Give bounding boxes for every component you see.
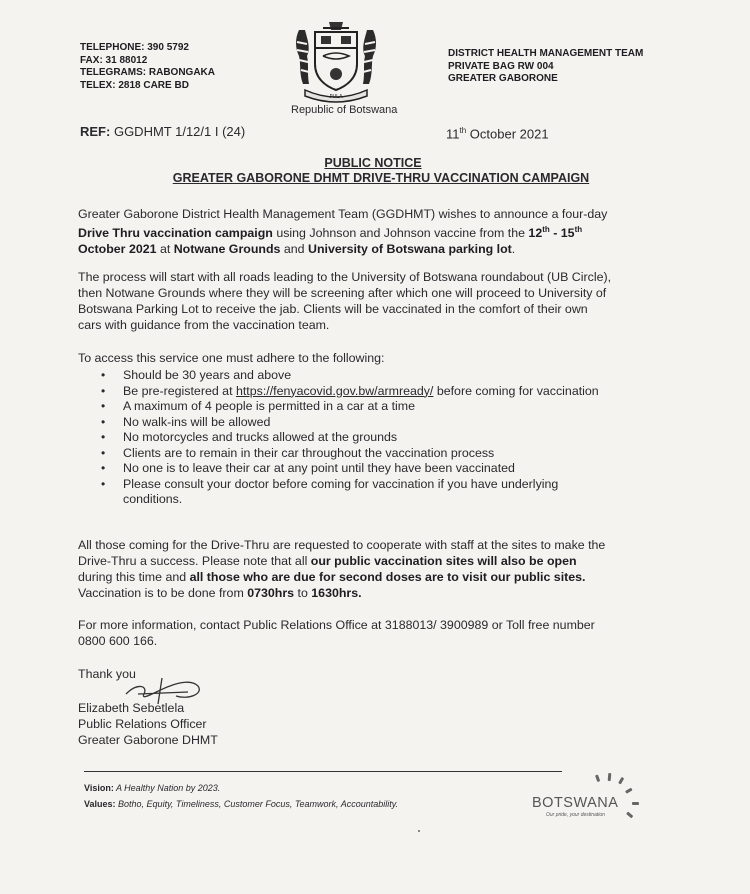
signatory-org: Greater Gaborone DHMT xyxy=(78,733,218,747)
contact-details xyxy=(80,42,215,92)
office-details xyxy=(448,48,643,86)
office-name: DISTRICT HEALTH MANAGEMENT TEAM xyxy=(448,48,644,59)
footer-vision-values: Vision: A Healthy Nation by 2023. Values: Botho, Equity, Timeliness, Customer Focus, Teamwork, Accountability. xyxy=(84,783,399,809)
botswana-coat-of-arms-icon xyxy=(285,18,387,104)
registration-link[interactable]: https://fenyacovid.gov.bw/armready/ xyxy=(235,383,434,398)
brand-wordmark: BOTSWANA xyxy=(532,795,619,811)
paragraph-cooperation: All those coming for the Drive-Thru are requested to cooperate with staff at the sites to make the Drive-Thru a success. Please note that all our public vaccination sites will also be open during this time and all those who are due for second doses are to visit our public sites. Vaccination is to be done from 0730hrs to 1630hrs. xyxy=(78,538,606,600)
list-item: • Should be 30 years and above xyxy=(101,368,671,384)
svg-text:PULA: PULA xyxy=(329,94,343,100)
paragraph-contact: For more information, contact Public Relations Office at 3188013/ 3900989 or Toll free number 0800 600 166. xyxy=(78,618,595,648)
list-item: • A maximum of 4 people is permitted in a car at a time xyxy=(101,399,671,415)
list-item: • No walk-ins will be allowed xyxy=(101,415,671,431)
footer-divider xyxy=(84,771,562,772)
paragraph-announcement: Greater Gaborone District Health Management Team (GGDHMT) wishes to announce a four-day Drive Thru vaccination campaign using Johnson and Johnson vaccine from the 12th - 15th October 2021 at Notwane Grounds and University of Botswana parking lot. xyxy=(78,207,608,257)
office-city: GREATER GABORONE xyxy=(448,73,558,84)
list-item: • Be pre-registered at https://fenyacovid.gov.bw/armready/ before coming for vaccination xyxy=(101,384,671,400)
notice-date: 11th October 2021 xyxy=(446,126,549,142)
list-item: • Clients are to remain in their car throughout the vaccination process xyxy=(101,446,671,462)
telephone: TELEPHONE: 390 5792 xyxy=(80,42,189,53)
list-item: • No one is to leave their car at any point until they have been vaccinated xyxy=(101,461,671,477)
paragraph-requirements-intro: To access this service one must adhere to the following: xyxy=(78,351,385,365)
signatory-role: Public Relations Officer xyxy=(78,717,207,731)
notice-title: PUBLIC NOTICE xyxy=(324,156,422,170)
signatory xyxy=(78,700,218,748)
signatory-name: Elizabeth Sebetlela xyxy=(78,701,185,715)
list-item: • No motorcycles and trucks allowed at the grounds xyxy=(101,430,671,446)
fax: FAX: 31 88012 xyxy=(80,54,148,66)
list-item: • Please consult your doctor before coming for vaccination if you have underlying conditions. xyxy=(101,477,671,508)
reference: REF: GGDHMT 1/12/1 I (24) xyxy=(80,124,246,139)
office-bag: PRIVATE BAG RW 004 xyxy=(448,60,554,72)
notice-subtitle: GREATER GABORONE DHMT DRIVE-THRU VACCINATION CAMPAIGN xyxy=(172,171,590,185)
scan-speck xyxy=(418,830,420,832)
requirements-list xyxy=(101,368,671,508)
paragraph-process: The process will start with all roads leading to the University of Botswana roundabout (UB Circle), then Notwane Grounds where they will be screening after which one will proceed to University of Botswana Parking Lot to receive the jab. Clients will be vaccinated in the comfort of their own cars with guidance from the vaccination team. xyxy=(78,270,612,332)
closing-thanks: Thank you xyxy=(78,667,136,681)
telegrams: TELEGRAMS: RABONGAKA xyxy=(80,67,215,78)
brand-tagline: Our pride, your destination xyxy=(546,812,605,818)
telex: TELEX: 2818 CARE BD xyxy=(80,79,189,91)
crest-caption: Republic of Botswana xyxy=(291,104,398,116)
